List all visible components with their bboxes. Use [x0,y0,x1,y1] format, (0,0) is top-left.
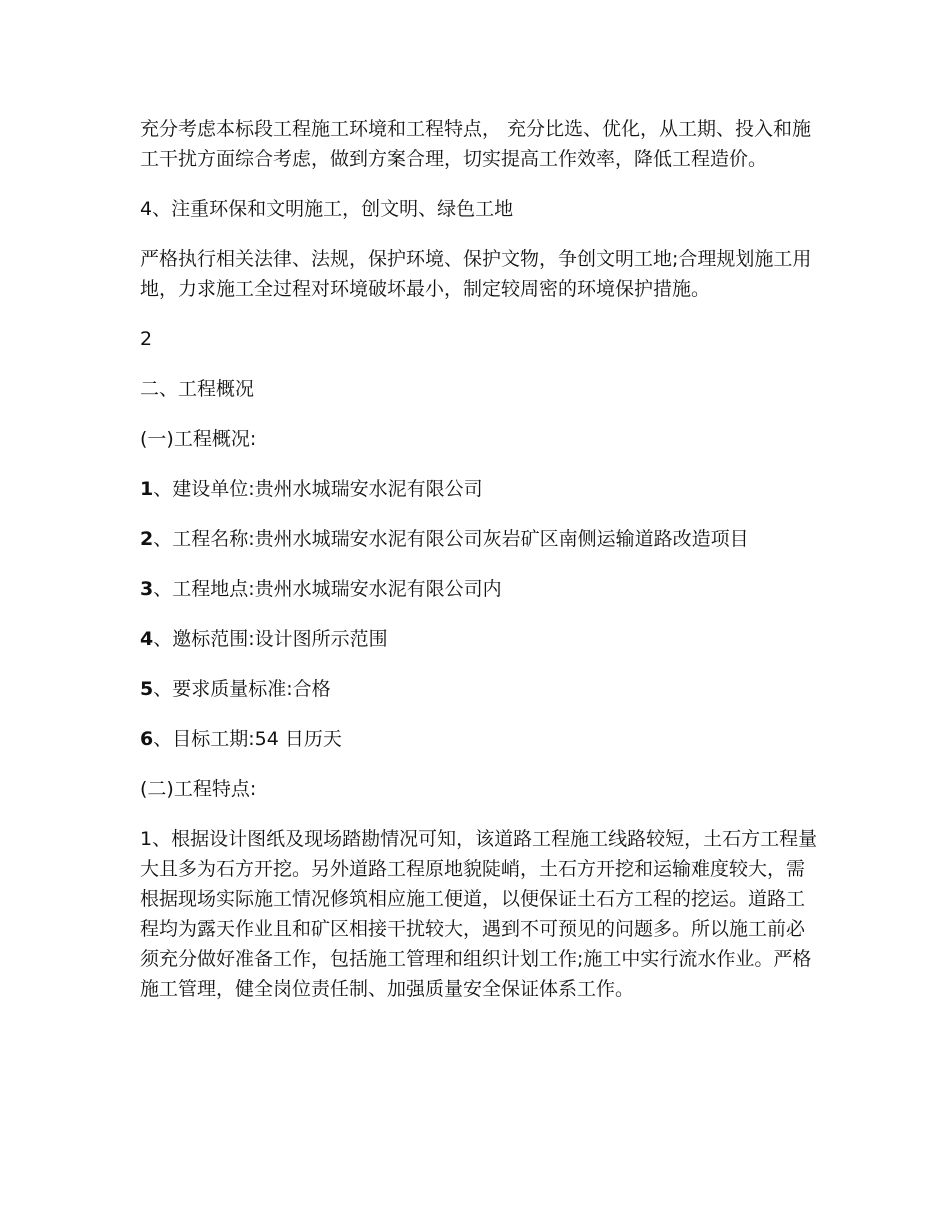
paragraph-design-principle: 充分考虑本标段工程施工环境和工程特点， 充分比选、优化，从工期、投入和施工干扰方面综合考虑，做到方案合理，切实提高工作效率，降低工程造价。 [140,118,812,170]
section-title: 二、工程概况 [140,378,255,400]
overview-item [140,574,820,604]
overview-item-text: 、工程名称:贵州水城瑞安水泥有限公司灰岩矿区南侧运输道路改造项目 [153,528,749,550]
overview-item-number: 1 [140,478,154,500]
overview-item [140,524,820,554]
overview-item [140,724,820,754]
page-number: 2 [140,328,153,350]
paragraph-project-features: 1、根据设计图纸及现场踏勘情况可知，该道路工程施工线路较短，土石方工程量大且多为石方开挖。另外道路工程原地貌陡峭，土石方开挖和运输难度较大，需根据现场实际施工情况修筑相应施工便道，以便保证土石方工程的挖运。道路工程均为露天作业且和矿区相接干扰较大，遇到不可预见的问题多。所以施工前必须充分做好准备工作，包括施工管理和组织计划工作;施工中实行流水作业。严格施工管理，健全岗位责任制、加强质量安全保证体系工作。 [140,828,818,1000]
overview-item [140,624,820,654]
overview-item-text: 、邀标范围:设计图所示范围 [153,628,388,650]
overview-item-number: 6 [140,728,154,750]
overview-item-text: 、目标工期:54 日历天 [153,728,342,750]
overview-item-number: 2 [140,528,154,550]
overview-item-text: 、建设单位:贵州水城瑞安水泥有限公司 [153,478,483,500]
overview-item-number: 3 [140,578,154,600]
subsection-title-overview: (一)工程概况: [140,428,257,450]
overview-item-number: 4 [140,628,154,650]
paragraph-environmental-protection: 严格执行相关法律、法规，保护环境、保护文物，争创文明工地;合理规划施工用地，力求施工全过程对环境破坏最小，制定较周密的环境保护措施。 [140,248,812,300]
document-body [140,114,820,1004]
overview-item-text: 、要求质量标准:合格 [153,678,331,700]
overview-item [140,474,820,504]
heading-environmental-protection: 4、注重环保和文明施工，创文明、绿色工地 [140,198,514,220]
overview-item-text: 、工程地点:贵州水城瑞安水泥有限公司内 [153,578,502,600]
overview-item-number: 5 [140,678,154,700]
subsection-title-features: (二)工程特点: [140,778,257,800]
overview-item [140,674,820,704]
